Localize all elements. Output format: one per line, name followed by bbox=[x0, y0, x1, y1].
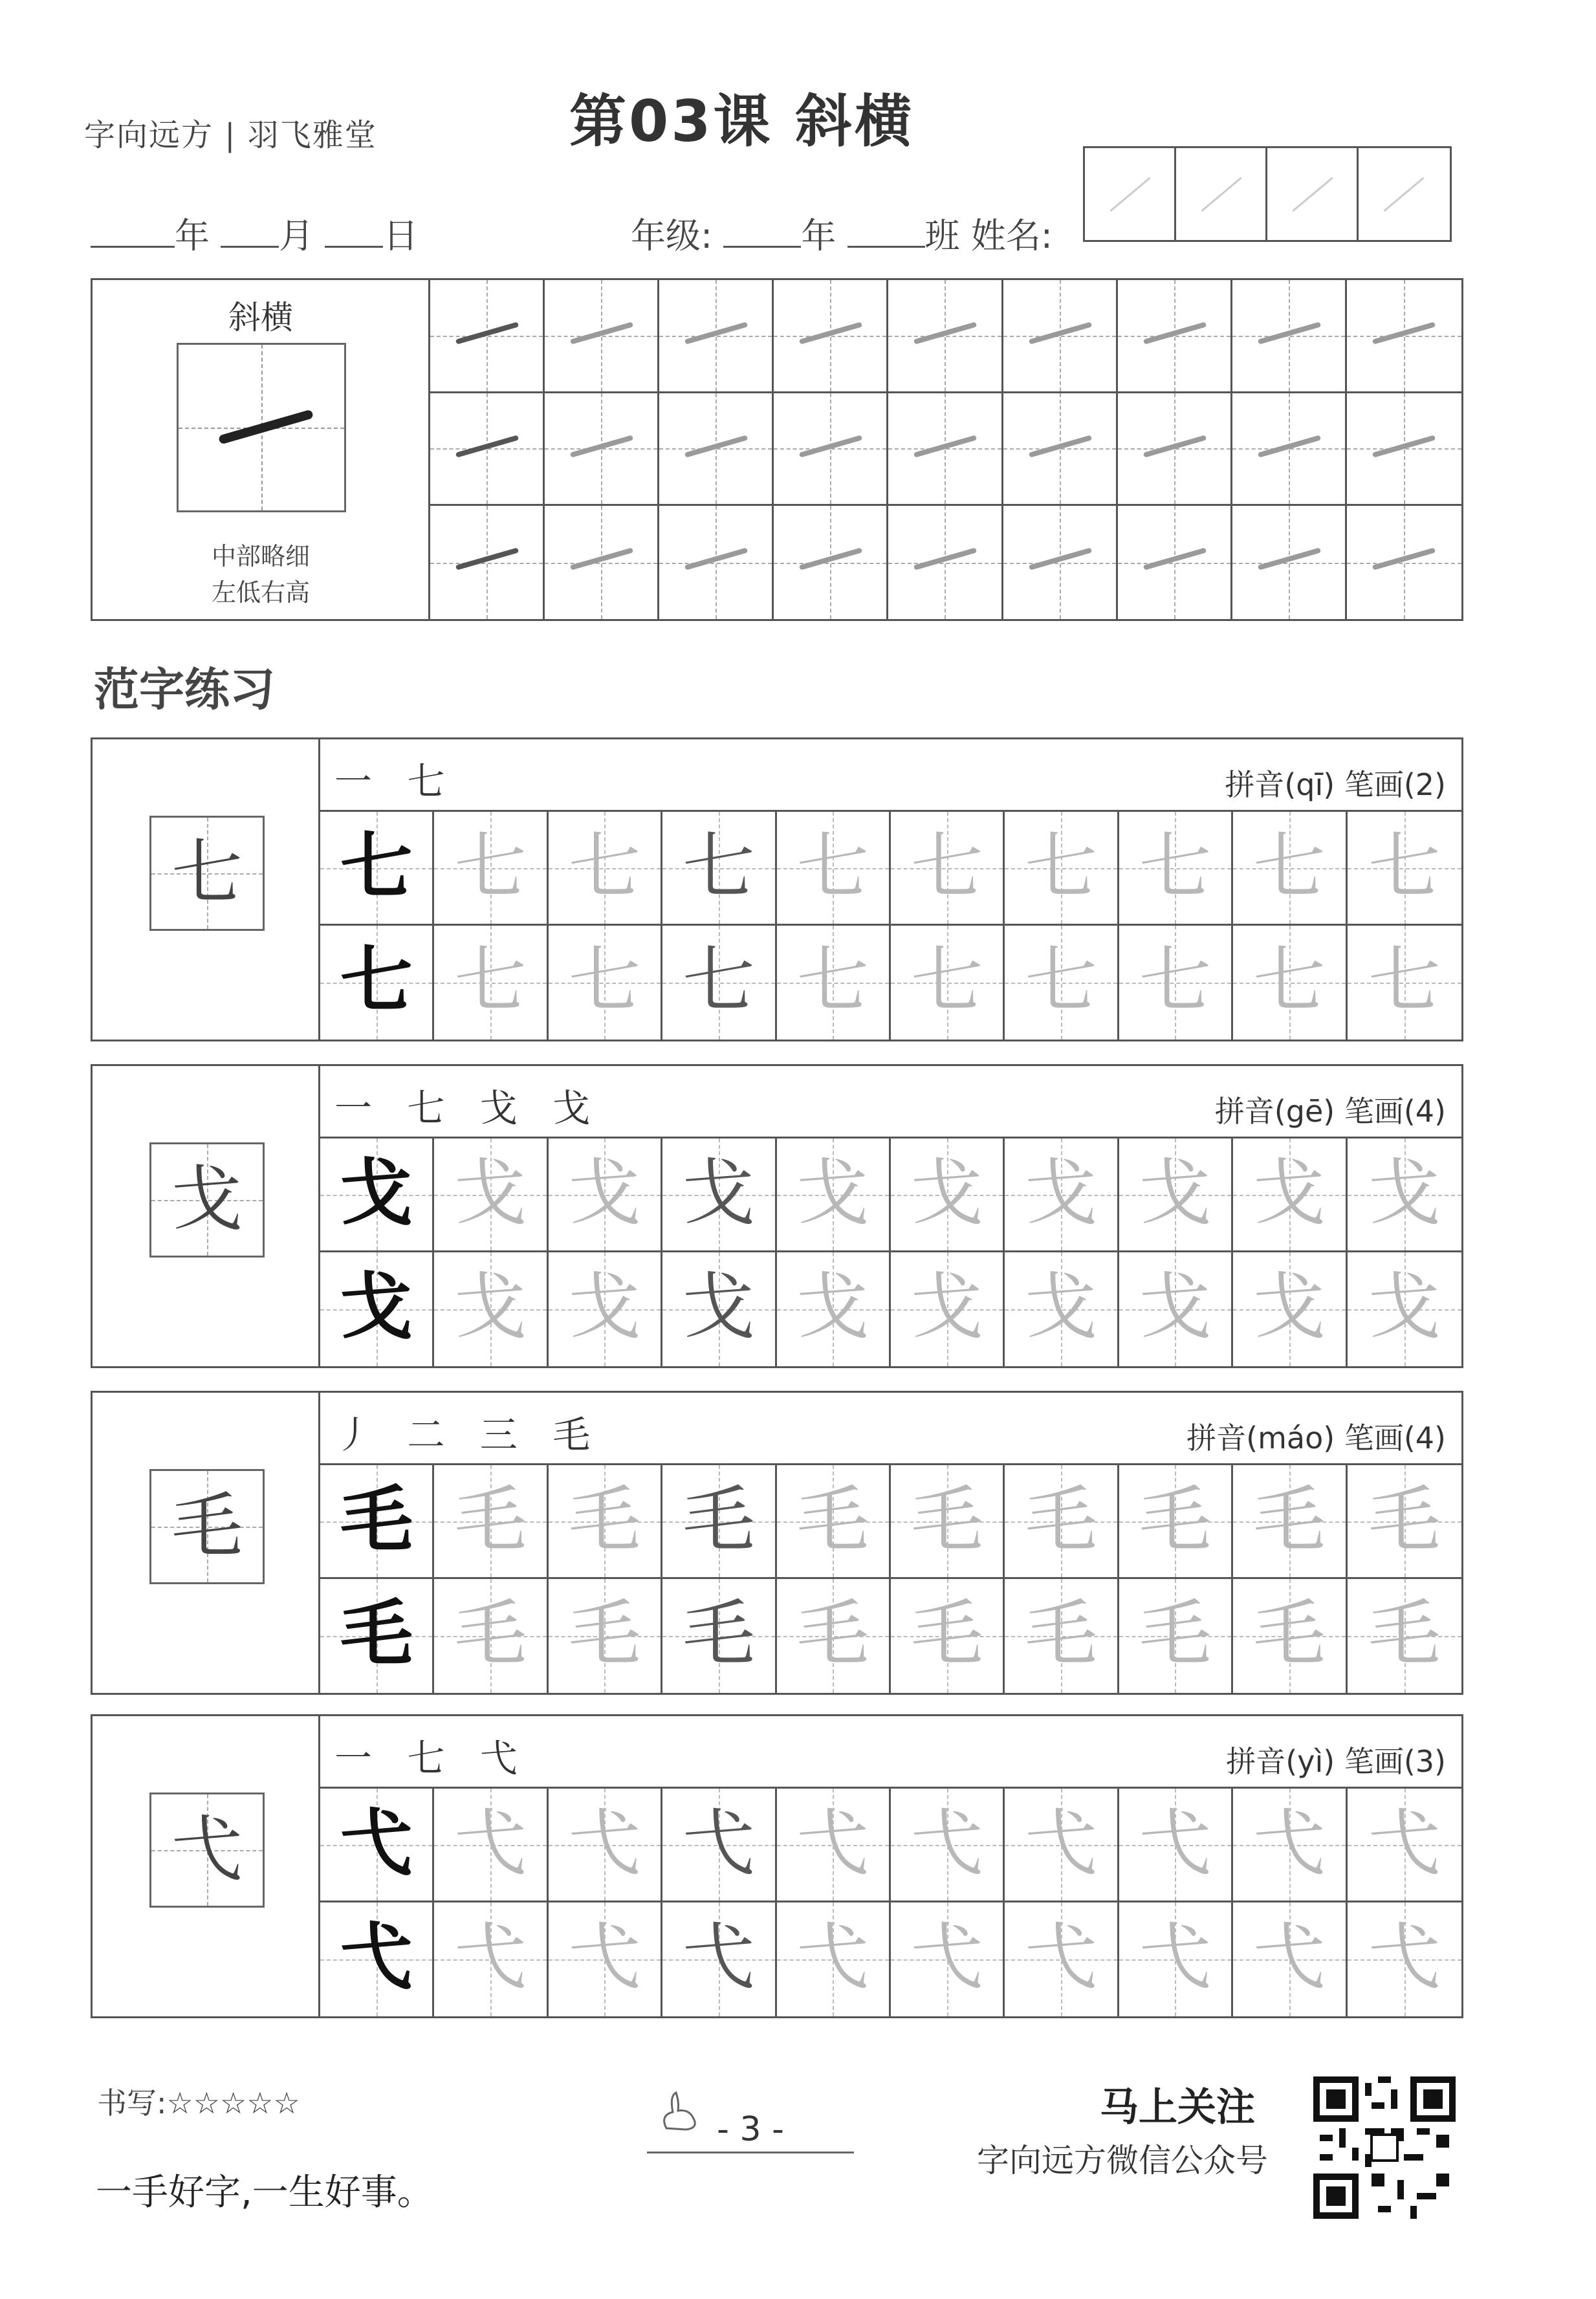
stroke-practice-cell[interactable] bbox=[430, 393, 545, 507]
stroke-name: 斜横 bbox=[228, 299, 293, 336]
practice-char: 戈 bbox=[454, 1151, 527, 1236]
name-box[interactable] bbox=[1267, 148, 1359, 240]
sample-char-box bbox=[149, 816, 265, 931]
trace-char-cell[interactable] bbox=[549, 1139, 662, 1252]
stroke-practice-cell[interactable] bbox=[1347, 506, 1461, 619]
trace-char-cell[interactable] bbox=[662, 1465, 776, 1579]
trace-char-cell[interactable] bbox=[549, 1579, 662, 1693]
slanted-horizontal-stroke-icon bbox=[218, 409, 314, 445]
practice-char: 毛 bbox=[454, 1592, 527, 1676]
trace-char-cell[interactable] bbox=[1348, 1252, 1461, 1366]
trace-char-cell[interactable] bbox=[662, 1902, 776, 2016]
practice-char: 戈 bbox=[682, 1151, 755, 1236]
trace-char-cell[interactable] bbox=[1119, 1139, 1233, 1252]
char-block bbox=[91, 737, 1463, 1041]
trace-char-cell[interactable] bbox=[777, 1789, 891, 1902]
stroke-practice-cell[interactable] bbox=[774, 393, 888, 507]
trace-char-cell[interactable] bbox=[1233, 1579, 1347, 1693]
char-meta bbox=[1226, 1738, 1446, 1781]
stroke-practice-cell[interactable] bbox=[1003, 280, 1118, 393]
practice-char: 毛 bbox=[796, 1478, 869, 1562]
trace-char-cell[interactable] bbox=[662, 1579, 776, 1693]
practice-char: 毛 bbox=[568, 1478, 641, 1562]
practice-char: 毛 bbox=[796, 1592, 869, 1676]
name-box[interactable] bbox=[1085, 148, 1176, 240]
trace-char-cell[interactable] bbox=[777, 1252, 891, 1366]
stroke-note-2: 左低右高 bbox=[211, 578, 310, 607]
name-box[interactable] bbox=[1176, 148, 1267, 240]
practice-char: 弋 bbox=[1368, 1915, 1441, 1999]
trace-char-cell[interactable] bbox=[891, 812, 1005, 926]
year-label: 年 bbox=[175, 215, 210, 256]
trace-char-cell[interactable] bbox=[1119, 926, 1233, 1040]
trace-char-cell[interactable] bbox=[891, 1139, 1005, 1252]
practice-char: 弋 bbox=[340, 1915, 413, 1999]
trace-char-cell[interactable] bbox=[777, 812, 891, 926]
trace-char-cell[interactable] bbox=[1119, 1252, 1233, 1366]
stroke-count-label: 笔画(4) bbox=[1344, 1094, 1446, 1129]
trace-char-cell[interactable] bbox=[1348, 1789, 1461, 1902]
stroke-demo-box bbox=[177, 343, 346, 512]
char-block bbox=[91, 1714, 1463, 2018]
grade-blank[interactable] bbox=[723, 215, 801, 248]
stroke-practice-grid bbox=[430, 280, 1461, 619]
practice-char: 戈 bbox=[568, 1265, 641, 1349]
sample-char: 弋 bbox=[171, 1808, 243, 1891]
practice-grid bbox=[320, 812, 1461, 1040]
trace-char-cell[interactable] bbox=[1119, 1579, 1233, 1693]
model-char-cell[interactable] bbox=[320, 1789, 434, 1902]
trace-char-cell[interactable] bbox=[1005, 1465, 1119, 1579]
stroke-practice-cell[interactable] bbox=[659, 393, 774, 507]
practice-char: 弋 bbox=[1139, 1802, 1212, 1886]
trace-char-cell[interactable] bbox=[1005, 1139, 1119, 1252]
stroke-practice-cell[interactable] bbox=[430, 280, 545, 393]
practice-char: 七 bbox=[1025, 825, 1098, 909]
stroke-practice-cell[interactable] bbox=[545, 280, 659, 393]
practice-char: 戈 bbox=[1368, 1151, 1441, 1236]
trace-char-cell[interactable] bbox=[662, 812, 776, 926]
trace-char-cell[interactable] bbox=[1119, 812, 1233, 926]
trace-char-cell[interactable] bbox=[662, 1252, 776, 1366]
trace-char-cell[interactable] bbox=[1119, 1902, 1233, 2016]
practice-char: 弋 bbox=[454, 1915, 527, 1999]
date-row bbox=[91, 208, 418, 258]
day-label: 日 bbox=[383, 215, 419, 256]
practice-char: 七 bbox=[910, 939, 983, 1023]
practice-char: 七 bbox=[454, 825, 527, 909]
pinyin-label: 拼音(máo) bbox=[1186, 1421, 1335, 1455]
sample-char-box bbox=[149, 1792, 265, 1908]
practice-char: 弋 bbox=[910, 1802, 983, 1886]
practice-char: 毛 bbox=[910, 1478, 983, 1562]
practice-grid bbox=[320, 1789, 1461, 2016]
stroke-practice-cell[interactable] bbox=[1232, 393, 1347, 507]
trace-char-cell[interactable] bbox=[434, 1579, 548, 1693]
practice-char: 弋 bbox=[568, 1915, 641, 1999]
trace-char-cell[interactable] bbox=[777, 1902, 891, 2016]
stroke-practice-cell[interactable] bbox=[1003, 506, 1118, 619]
trace-char-cell[interactable] bbox=[1233, 812, 1347, 926]
practice-char: 七 bbox=[1368, 825, 1441, 909]
practice-char: 毛 bbox=[1139, 1592, 1212, 1676]
model-char-cell[interactable] bbox=[320, 1465, 434, 1579]
section-title: 范字练习 bbox=[94, 663, 275, 716]
practice-char: 戈 bbox=[340, 1151, 413, 1236]
char-meta bbox=[1215, 1088, 1446, 1131]
trace-char-cell[interactable] bbox=[434, 1465, 548, 1579]
trace-char-cell[interactable] bbox=[777, 1139, 891, 1252]
class-blank[interactable] bbox=[847, 215, 925, 248]
practice-char: 毛 bbox=[1252, 1592, 1326, 1676]
trace-char-cell[interactable] bbox=[777, 1579, 891, 1693]
month-label: 月 bbox=[279, 215, 314, 256]
trace-char-cell[interactable] bbox=[1348, 812, 1461, 926]
practice-char: 毛 bbox=[340, 1592, 413, 1676]
practice-char: 戈 bbox=[1139, 1265, 1212, 1349]
stroke-order: 一 七 戈 戈 bbox=[334, 1086, 602, 1130]
stroke-practice-cell[interactable] bbox=[1347, 280, 1461, 393]
trace-char-cell[interactable] bbox=[1119, 1465, 1233, 1579]
stroke-practice-table bbox=[91, 278, 1463, 621]
stroke-practice-cell[interactable] bbox=[1232, 506, 1347, 619]
practice-char: 弋 bbox=[1252, 1915, 1326, 1999]
name-box[interactable] bbox=[1359, 148, 1450, 240]
trace-char-cell[interactable] bbox=[1005, 926, 1119, 1040]
trace-char-cell[interactable] bbox=[777, 926, 891, 1040]
practice-char: 毛 bbox=[1368, 1478, 1441, 1562]
stroke-note-1: 中部略细 bbox=[211, 542, 310, 571]
trace-char-cell[interactable] bbox=[1233, 1902, 1347, 2016]
trace-char-cell[interactable] bbox=[1233, 1252, 1347, 1366]
model-char-cell[interactable] bbox=[320, 1579, 434, 1693]
stroke-practice-cell[interactable] bbox=[1118, 393, 1232, 507]
pinyin-label: 拼音(gē) bbox=[1214, 1094, 1335, 1129]
practice-char: 七 bbox=[682, 939, 755, 1023]
practice-char: 弋 bbox=[1252, 1802, 1326, 1886]
trace-char-cell[interactable] bbox=[1348, 1139, 1461, 1252]
practice-char: 七 bbox=[682, 825, 755, 909]
char-block bbox=[91, 1064, 1463, 1368]
trace-char-cell[interactable] bbox=[1348, 1465, 1461, 1579]
trace-char-cell[interactable] bbox=[1348, 1902, 1461, 2016]
practice-char: 弋 bbox=[1025, 1802, 1098, 1886]
practice-char: 毛 bbox=[568, 1592, 641, 1676]
practice-char: 毛 bbox=[454, 1478, 527, 1562]
pinyin-label: 拼音(yì) bbox=[1226, 1744, 1335, 1779]
name-boxes[interactable] bbox=[1083, 146, 1452, 242]
stroke-practice-cell[interactable] bbox=[774, 506, 888, 619]
practice-char: 弋 bbox=[1025, 1915, 1098, 1999]
trace-char-cell[interactable] bbox=[891, 926, 1005, 1040]
practice-char: 戈 bbox=[454, 1265, 527, 1349]
practice-char: 七 bbox=[910, 825, 983, 909]
rating-stars[interactable]: 书写:☆☆☆☆☆ bbox=[97, 2086, 300, 2120]
practice-char: 七 bbox=[1252, 939, 1326, 1023]
trace-char-cell[interactable] bbox=[434, 926, 548, 1040]
practice-char: 戈 bbox=[1252, 1265, 1326, 1349]
trace-char-cell[interactable] bbox=[662, 1139, 776, 1252]
practice-char: 七 bbox=[796, 939, 869, 1023]
trace-char-cell[interactable] bbox=[891, 1902, 1005, 2016]
trace-char-cell[interactable] bbox=[434, 1789, 548, 1902]
trace-char-cell[interactable] bbox=[549, 812, 662, 926]
trace-char-cell[interactable] bbox=[1119, 1789, 1233, 1902]
practice-char: 弋 bbox=[568, 1802, 641, 1886]
trace-char-cell[interactable] bbox=[1005, 812, 1119, 926]
trace-char-cell[interactable] bbox=[549, 1252, 662, 1366]
practice-char: 七 bbox=[796, 825, 869, 909]
grade-label: 年级: bbox=[631, 215, 713, 256]
practice-char: 七 bbox=[1025, 939, 1098, 1023]
trace-char-cell[interactable] bbox=[549, 1789, 662, 1902]
practice-char: 戈 bbox=[910, 1151, 983, 1236]
stroke-practice-cell[interactable] bbox=[430, 506, 545, 619]
trace-char-cell[interactable] bbox=[434, 812, 548, 926]
practice-char: 毛 bbox=[1025, 1478, 1098, 1562]
practice-char: 弋 bbox=[1368, 1802, 1441, 1886]
char-meta bbox=[1186, 1415, 1446, 1457]
trace-char-cell[interactable] bbox=[1005, 1252, 1119, 1366]
motto: 一手好字,一生好事。 bbox=[96, 2172, 433, 2214]
model-char-cell[interactable] bbox=[320, 926, 434, 1040]
trace-char-cell[interactable] bbox=[777, 1465, 891, 1579]
practice-char: 弋 bbox=[682, 1802, 755, 1886]
pinyin-label: 拼音(qī) bbox=[1225, 767, 1335, 802]
stroke-count-label: 笔画(4) bbox=[1344, 1421, 1446, 1455]
trace-char-cell[interactable] bbox=[1233, 1139, 1347, 1252]
trace-char-cell[interactable] bbox=[1005, 1789, 1119, 1902]
practice-grid bbox=[320, 1465, 1461, 1693]
practice-char: 戈 bbox=[796, 1151, 869, 1236]
practice-char: 戈 bbox=[910, 1265, 983, 1349]
practice-char: 毛 bbox=[340, 1478, 413, 1562]
practice-char: 毛 bbox=[1025, 1592, 1098, 1676]
follow-subtitle: 字向远方微信公众号 bbox=[977, 2142, 1268, 2179]
brand-logo-text: 字向远方 | 羽飞雅堂 bbox=[84, 117, 377, 153]
stroke-order: 一 七 弋 bbox=[334, 1736, 529, 1780]
trace-char-cell[interactable] bbox=[549, 1465, 662, 1579]
stroke-practice-cell[interactable] bbox=[1003, 393, 1118, 507]
stroke-practice-cell[interactable] bbox=[888, 280, 1003, 393]
practice-char: 戈 bbox=[1368, 1265, 1441, 1349]
stroke-practice-cell[interactable] bbox=[888, 506, 1003, 619]
practice-char: 弋 bbox=[910, 1915, 983, 1999]
practice-char: 七 bbox=[1139, 939, 1212, 1023]
practice-char: 七 bbox=[1139, 825, 1212, 909]
trace-char-cell[interactable] bbox=[1233, 1789, 1347, 1902]
trace-char-cell[interactable] bbox=[891, 1252, 1005, 1366]
trace-char-cell[interactable] bbox=[891, 1789, 1005, 1902]
practice-char: 戈 bbox=[1025, 1265, 1098, 1349]
stroke-practice-cell[interactable] bbox=[545, 393, 659, 507]
practice-char: 七 bbox=[1252, 825, 1326, 909]
practice-char: 戈 bbox=[1025, 1151, 1098, 1236]
trace-char-cell[interactable] bbox=[891, 1579, 1005, 1693]
stroke-practice-cell[interactable] bbox=[659, 280, 774, 393]
stroke-practice-cell[interactable] bbox=[888, 393, 1003, 507]
grade-year-label: 年 bbox=[801, 215, 836, 256]
practice-char: 毛 bbox=[1368, 1592, 1441, 1676]
lesson-title: 第03课 斜横 bbox=[569, 88, 915, 155]
practice-char: 弋 bbox=[796, 1802, 869, 1886]
month-blank[interactable] bbox=[221, 215, 279, 248]
practice-char: 戈 bbox=[1139, 1151, 1212, 1236]
practice-char: 戈 bbox=[682, 1265, 755, 1349]
trace-char-cell[interactable] bbox=[549, 926, 662, 1040]
practice-char: 弋 bbox=[340, 1802, 413, 1886]
practice-char: 戈 bbox=[796, 1265, 869, 1349]
page-number: - 3 - bbox=[647, 2110, 854, 2153]
stroke-practice-cell[interactable] bbox=[774, 280, 888, 393]
day-blank[interactable] bbox=[325, 215, 383, 248]
practice-char: 戈 bbox=[568, 1151, 641, 1236]
sample-char: 毛 bbox=[171, 1485, 243, 1567]
practice-char: 弋 bbox=[682, 1915, 755, 1999]
practice-char: 弋 bbox=[454, 1802, 527, 1886]
practice-char: 七 bbox=[568, 939, 641, 1023]
stroke-count-label: 笔画(3) bbox=[1344, 1744, 1446, 1779]
practice-char: 戈 bbox=[1252, 1151, 1326, 1236]
sample-char: 戈 bbox=[171, 1158, 243, 1241]
stroke-practice-cell[interactable] bbox=[1118, 506, 1232, 619]
trace-char-cell[interactable] bbox=[1005, 1902, 1119, 2016]
stroke-practice-cell[interactable] bbox=[1347, 393, 1461, 507]
char-meta bbox=[1225, 761, 1446, 804]
practice-char: 毛 bbox=[682, 1478, 755, 1562]
sample-char: 七 bbox=[171, 831, 243, 914]
practice-char: 毛 bbox=[1252, 1478, 1326, 1562]
stroke-order: 一 七 bbox=[334, 759, 457, 803]
class-name-label: 班 姓名: bbox=[924, 215, 1053, 256]
trace-char-cell[interactable] bbox=[1005, 1579, 1119, 1693]
stroke-practice-cell[interactable] bbox=[659, 506, 774, 619]
stroke-practice-cell[interactable] bbox=[1118, 280, 1232, 393]
class-row bbox=[631, 208, 1053, 258]
trace-char-cell[interactable] bbox=[891, 1465, 1005, 1579]
stroke-info-panel bbox=[93, 280, 430, 619]
trace-char-cell[interactable] bbox=[434, 1902, 548, 2016]
char-block bbox=[91, 1391, 1463, 1695]
practice-char: 毛 bbox=[682, 1592, 755, 1676]
practice-char: 七 bbox=[1368, 939, 1441, 1023]
practice-char: 七 bbox=[568, 825, 641, 909]
stroke-practice-cell[interactable] bbox=[1232, 280, 1347, 393]
trace-char-cell[interactable] bbox=[434, 1139, 548, 1252]
model-char-cell[interactable] bbox=[320, 812, 434, 926]
model-char-cell[interactable] bbox=[320, 1139, 434, 1252]
practice-char: 毛 bbox=[910, 1592, 983, 1676]
qr-code-icon[interactable] bbox=[1313, 2076, 1456, 2219]
sample-char-box bbox=[149, 1142, 265, 1258]
trace-char-cell[interactable] bbox=[549, 1902, 662, 2016]
trace-char-cell[interactable] bbox=[662, 926, 776, 1040]
sample-char-box bbox=[149, 1469, 265, 1584]
practice-char: 七 bbox=[454, 939, 527, 1023]
model-char-cell[interactable] bbox=[320, 1902, 434, 2016]
practice-char: 弋 bbox=[1139, 1915, 1212, 1999]
practice-char: 七 bbox=[340, 825, 413, 909]
trace-char-cell[interactable] bbox=[1233, 1465, 1347, 1579]
follow-title: 马上关注 bbox=[1100, 2085, 1255, 2130]
trace-char-cell[interactable] bbox=[1348, 1579, 1461, 1693]
stroke-practice-cell[interactable] bbox=[545, 506, 659, 619]
practice-char: 弋 bbox=[796, 1915, 869, 1999]
trace-char-cell[interactable] bbox=[1233, 926, 1347, 1040]
stroke-order: 丿 二 三 毛 bbox=[334, 1413, 602, 1457]
trace-char-cell[interactable] bbox=[662, 1789, 776, 1902]
practice-char: 七 bbox=[340, 939, 413, 1023]
practice-char: 戈 bbox=[340, 1265, 413, 1349]
trace-char-cell[interactable] bbox=[434, 1252, 548, 1366]
model-char-cell[interactable] bbox=[320, 1252, 434, 1366]
practice-grid bbox=[320, 1139, 1461, 1366]
trace-char-cell[interactable] bbox=[1348, 926, 1461, 1040]
stroke-count-label: 笔画(2) bbox=[1344, 767, 1446, 802]
year-blank[interactable] bbox=[91, 215, 175, 248]
practice-char: 毛 bbox=[1139, 1478, 1212, 1562]
